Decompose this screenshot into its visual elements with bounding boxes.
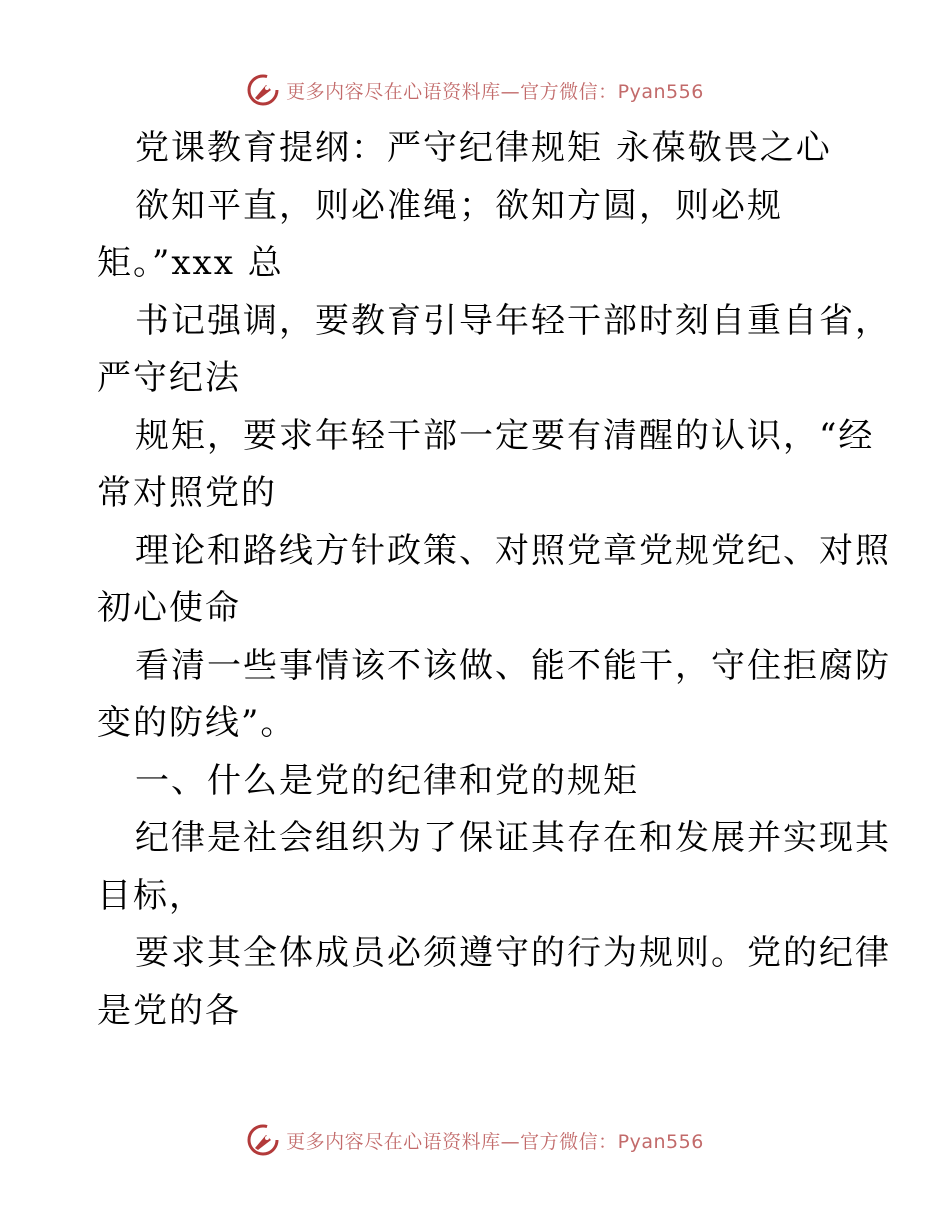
text-line: 一、什么是党的纪律和党的规矩: [135, 760, 639, 801]
pen-nib-circle-icon: [246, 1123, 280, 1157]
text-line: 党课教育提纲：严守纪律规矩 永葆敬畏之心: [135, 128, 832, 168]
text-line: 目标，: [97, 875, 205, 916]
text-line: 变的防线”。: [97, 703, 297, 743]
header-watermark-banner: [0, 70, 950, 110]
text-line: 是党的各: [97, 990, 241, 1031]
footer-watermark-banner: [0, 1120, 950, 1160]
banner-text: 更多内容尽在心语资料库—官方微信：Pyan556: [286, 80, 704, 103]
text-line: 常对照党的: [97, 473, 277, 513]
text-line: 看清一些事情该不该做、能不能干，守住拒腐防: [135, 645, 891, 686]
text-line: 纪律是社会组织为了保证其存在和发展并实现其: [135, 818, 891, 858]
pen-nib-circle-icon: [246, 73, 280, 107]
text-line: 严守纪法: [97, 358, 241, 398]
text-line: 规矩，要求年轻干部一定要有清醒的认识，“经: [135, 415, 875, 456]
text-line: 理论和路线方针政策、对照党章党规党纪、对照: [135, 530, 891, 571]
text-line: 初心使命: [97, 588, 241, 628]
banner-text: 更多内容尽在心语资料库—官方微信：Pyan556: [286, 1130, 704, 1153]
text-line: 要求其全体成员必须遵守的行为规则。党的纪律: [135, 933, 891, 973]
text-line: 书记强调，要教育引导年轻干部时刻自重自省，: [135, 300, 891, 341]
text-line: 矩。”xxx 总: [97, 243, 284, 283]
text-line: 欲知平直，则必准绳；欲知方圆，则必规: [135, 185, 783, 226]
document-body: [97, 120, 891, 1040]
